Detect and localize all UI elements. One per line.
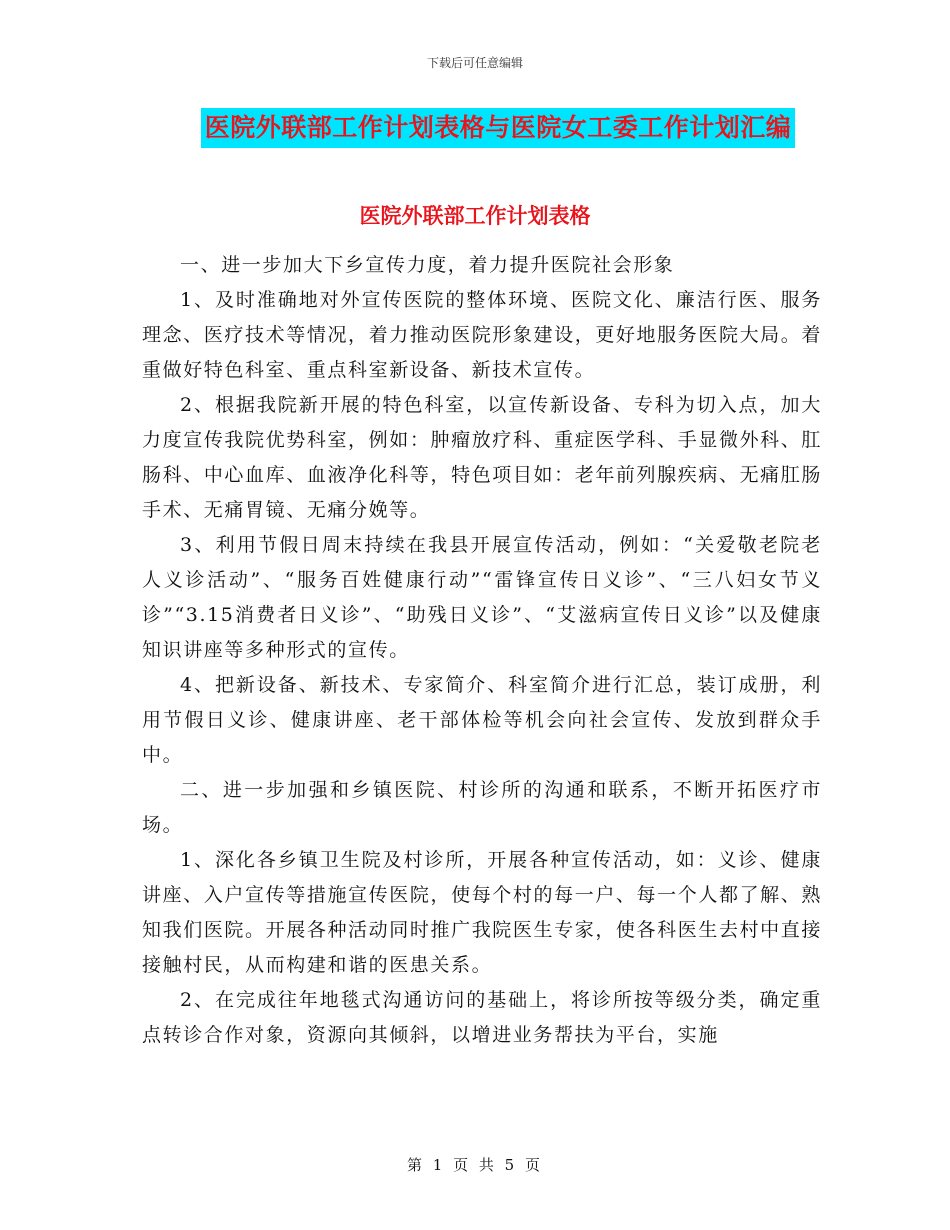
main-title-container — [0, 108, 950, 148]
document-body — [142, 248, 822, 1053]
document-main-title: 医院外联部工作计划表格与医院女工委工作计划汇编 — [201, 108, 796, 148]
paragraph: 2、根据我院新开展的特色科室，以宣传新设备、专科为切入点，加大力度宣传我院优势科室，例如：肿瘤放疗科、重症医学科、手显微外科、肛肠科、中心血库、血液净化科等，特色项目如：老年前列腺疾病、无痛肛肠手术、无痛胃镜、无痛分娩等。 — [142, 394, 822, 521]
paragraph: 一、进一步加大下乡宣传力度，着力提升医院社会形象 — [180, 254, 675, 276]
page-indicator: 第 1 页 共 5 页 — [407, 1156, 543, 1174]
page-header-note: 下载后可任意编辑 — [426, 56, 523, 70]
paragraph: 1、及时准确地对外宣传医院的整体环境、医院文化、廉洁行医、服务理念、医疗技术等情况，着力推动医院形象建设，更好地服务医院大局。着重做好特色科室、重点科室新设备、新技术宣传。 — [142, 289, 822, 381]
paragraph: 二、进一步加强和乡镇医院、村诊所的沟通和联系，不断开拓医疗市场。 — [142, 779, 822, 836]
paragraph: 3、利用节假日周末持续在我县开展宣传活动，例如：“关爱敬老院老人义诊活动”、“服务百姓健康行动”“雷锋宣传日义诊”、“三八妇女节义诊”“3.15消费者日义诊”、“助残日义诊”、“艾滋病宣传日义诊”以及健康知识讲座等多种形式的宣传。 — [142, 534, 822, 661]
paragraph: 4、把新设备、新技术、专家简介、科室简介进行汇总，装订成册，利用节假日义诊、健康讲座、老干部体检等机会向社会宣传、发放到群众手中。 — [142, 674, 822, 766]
section-title: 医院外联部工作计划表格 — [359, 204, 591, 228]
paragraph: 2、在完成往年地毯式沟通访问的基础上，将诊所按等级分类，确定重点转诊合作对象，资源向其倾斜，以增进业务帮扶为平台，实施 — [142, 989, 822, 1046]
paragraph: 1、深化各乡镇卫生院及村诊所，开展各种宣传活动，如：义诊、健康讲座、入户宣传等措施宣传医院，使每个村的每一户、每一个人都了解、熟知我们医院。开展各种活动同时推广我院医生专家，使各科医生去村中直接接触村民，从而构建和谐的医患关系。 — [142, 849, 822, 976]
